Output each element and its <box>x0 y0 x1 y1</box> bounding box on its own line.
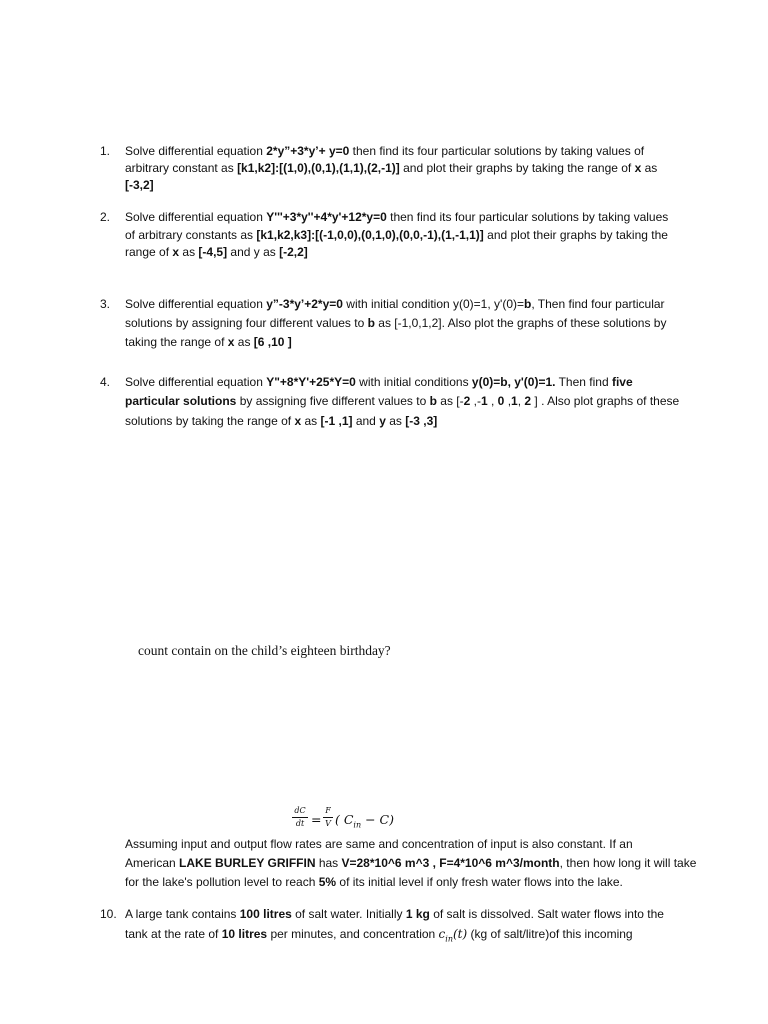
bold-text-run: 10 litres <box>221 927 268 941</box>
bold-text-run: 0 <box>497 394 505 408</box>
bold-text-run: 2*y”+3*y’+ y=0 <box>266 144 350 158</box>
text-run: of its initial level if only fresh water flows into the lake. <box>336 875 623 889</box>
bold-text-run: 2 <box>524 394 532 408</box>
bold-text-run: 5% <box>318 875 337 889</box>
math-symbol: c <box>438 927 446 941</box>
math-argument: (t) <box>453 927 468 941</box>
bold-text-run: [6 ,10 ] <box>253 335 292 349</box>
text-run: for the lake's pollution level to reach <box>125 875 319 889</box>
problem-number: 1. <box>100 144 111 158</box>
text-run: , <box>487 394 498 408</box>
text-run: has <box>315 856 342 870</box>
text-run: ] . Also plot graphs of these <box>531 394 680 408</box>
bold-text-run: b <box>524 297 532 311</box>
formula-rhs <box>335 813 394 833</box>
problem-line <box>125 373 725 391</box>
text-run: and <box>352 414 380 428</box>
bold-text-run: [-3 ,3] <box>405 414 438 428</box>
bold-text-run: Y"+8*Y'+25*Y=0 <box>266 375 356 389</box>
fraction-f-v <box>323 806 333 829</box>
text-run: by assigning five different values to <box>236 394 430 408</box>
problem-line <box>125 333 725 351</box>
text-run: , then how long it will take <box>559 856 697 870</box>
problem-line <box>125 925 725 948</box>
fraction-bar <box>292 817 308 818</box>
text-run: as <box>234 335 254 349</box>
paragraph-line <box>125 873 725 891</box>
problem-line <box>125 412 725 430</box>
bold-text-run: particular solutions <box>125 394 237 408</box>
bold-text-run: x <box>294 414 302 428</box>
bold-text-run: 1 <box>511 394 518 408</box>
problem-line <box>125 243 725 261</box>
bold-text-run: five <box>611 375 633 389</box>
rhs-subscript: in <box>353 820 362 830</box>
problem-line <box>125 392 725 410</box>
bold-text-run: [-2,2] <box>279 245 308 259</box>
text-run: Solve differential equation <box>125 144 267 158</box>
text-run: , <box>517 394 525 408</box>
bold-text-run: b <box>367 316 375 330</box>
bold-text-run: [k1,k2]:[(1,0),(0,1),(1,1),(2,-1)] <box>237 161 400 175</box>
text-run: as <box>179 245 199 259</box>
text-run: then find its four particular solutions by taking values of <box>349 144 645 158</box>
text-run: , <box>504 394 512 408</box>
text-run: American <box>125 856 180 870</box>
denominator: dt <box>295 819 305 828</box>
problem-line <box>125 159 725 177</box>
text-run: ,- <box>470 394 481 408</box>
text-run: Solve differential equation <box>125 297 267 311</box>
text-run: as <box>641 161 658 175</box>
problem-line <box>125 208 725 226</box>
problem-number: 2. <box>100 210 111 224</box>
text-run: as [-1,0,1,2]. Also plot the graphs of these solutions by <box>374 316 667 330</box>
equals-sign: = <box>311 812 322 827</box>
text-run: as [- <box>436 394 464 408</box>
line-part <box>125 927 439 941</box>
numerator: dC <box>294 806 306 815</box>
bold-text-run: LAKE BURLEY GRIFFIN <box>179 856 316 870</box>
text-run: tank at the rate of <box>125 927 222 941</box>
text-run: Solve differential equation <box>125 210 267 224</box>
bold-text-run: x <box>227 335 235 349</box>
text-run: range of <box>125 245 173 259</box>
text-run: Assuming input and output flow rates are same and concentration of input is also constant. If an <box>125 837 633 851</box>
problem-line <box>125 905 725 923</box>
text-run: taking the range of <box>125 335 228 349</box>
problem-line <box>125 142 725 160</box>
bold-text-run: 1 <box>480 394 488 408</box>
numerator: F <box>325 806 331 815</box>
problem-line <box>125 314 725 332</box>
text-run: and y as <box>227 245 280 259</box>
bold-text-run: 100 litres <box>239 907 292 921</box>
fragment-text: count contain on the child’s eighteen birthday? <box>138 643 391 658</box>
text-run: A large tank contains <box>125 907 240 921</box>
bold-text-run: x <box>634 161 642 175</box>
bold-text-run: [k1,k2,k3]:[(-1,0,0),(0,1,0),(0,0,-1),(1,-1,1)] <box>256 228 484 242</box>
text-run: with initial condition y(0)=1, y'(0)= <box>342 297 524 311</box>
text-run: as <box>385 414 406 428</box>
rhs-close: − C) <box>361 812 395 827</box>
fraction-dc-dt <box>292 806 308 829</box>
bold-text-run: y <box>379 414 386 428</box>
bold-text-run: x <box>172 245 180 259</box>
fraction-bar <box>323 817 333 818</box>
bold-text-run: 2 <box>463 394 471 408</box>
bold-text-run: [-3,2] <box>125 178 154 192</box>
bold-text-run: 1 kg <box>405 907 430 921</box>
math-subscript: in <box>445 934 453 944</box>
text-run: as <box>301 414 321 428</box>
text-run: of arbitrary constants as <box>125 228 257 242</box>
text-run: solutions by assigning four different values to <box>125 316 368 330</box>
problem-number: 4. <box>100 375 111 389</box>
text-run: of salt is dissolved. Salt water flows into the <box>429 907 664 921</box>
paragraph-line <box>125 835 725 853</box>
text-run: per minutes, and concentration <box>267 927 439 941</box>
problem-number: 10. <box>100 907 117 921</box>
problem-line <box>125 295 725 313</box>
text-run: with initial conditions <box>355 375 472 389</box>
paragraph-line <box>125 854 725 872</box>
bold-text-run: [-1 ,1] <box>320 414 353 428</box>
text-run: Then find <box>555 375 612 389</box>
text-run: of salt water. Initially <box>291 907 406 921</box>
bold-text-run: y”-3*y’+2*y=0 <box>266 297 343 311</box>
bold-text-run: [-4,5] <box>198 245 228 259</box>
text-run: solutions by taking the range of <box>125 414 295 428</box>
text-run: arbitrary constant as <box>125 161 238 175</box>
problem-line <box>125 176 725 194</box>
problem-number: 3. <box>100 297 111 311</box>
bold-text-run: y(0)=b, y'(0)=1. <box>471 375 556 389</box>
denominator: V <box>325 819 331 828</box>
bold-text-run: b <box>429 394 437 408</box>
line-part <box>467 927 632 941</box>
bold-text-run: Y'''+3*y''+4*y'+12*y=0 <box>266 210 387 224</box>
formula <box>292 806 452 838</box>
problem-line <box>125 226 725 244</box>
text-run: and plot their graphs by taking the <box>483 228 668 242</box>
text-run: and plot their graphs by taking the range of <box>399 161 635 175</box>
rhs-open: ( C <box>335 812 354 827</box>
inline-math <box>438 927 468 944</box>
text-run: then find its four particular solutions by taking values <box>386 210 669 224</box>
text-run: (kg of salt/litre)of this incoming <box>467 927 633 941</box>
text-run: , Then find four particular <box>531 297 665 311</box>
text-run: Solve differential equation <box>125 375 267 389</box>
bold-text-run: V=28*10^6 m^3 , F=4*10^6 m^3/month <box>341 856 560 870</box>
